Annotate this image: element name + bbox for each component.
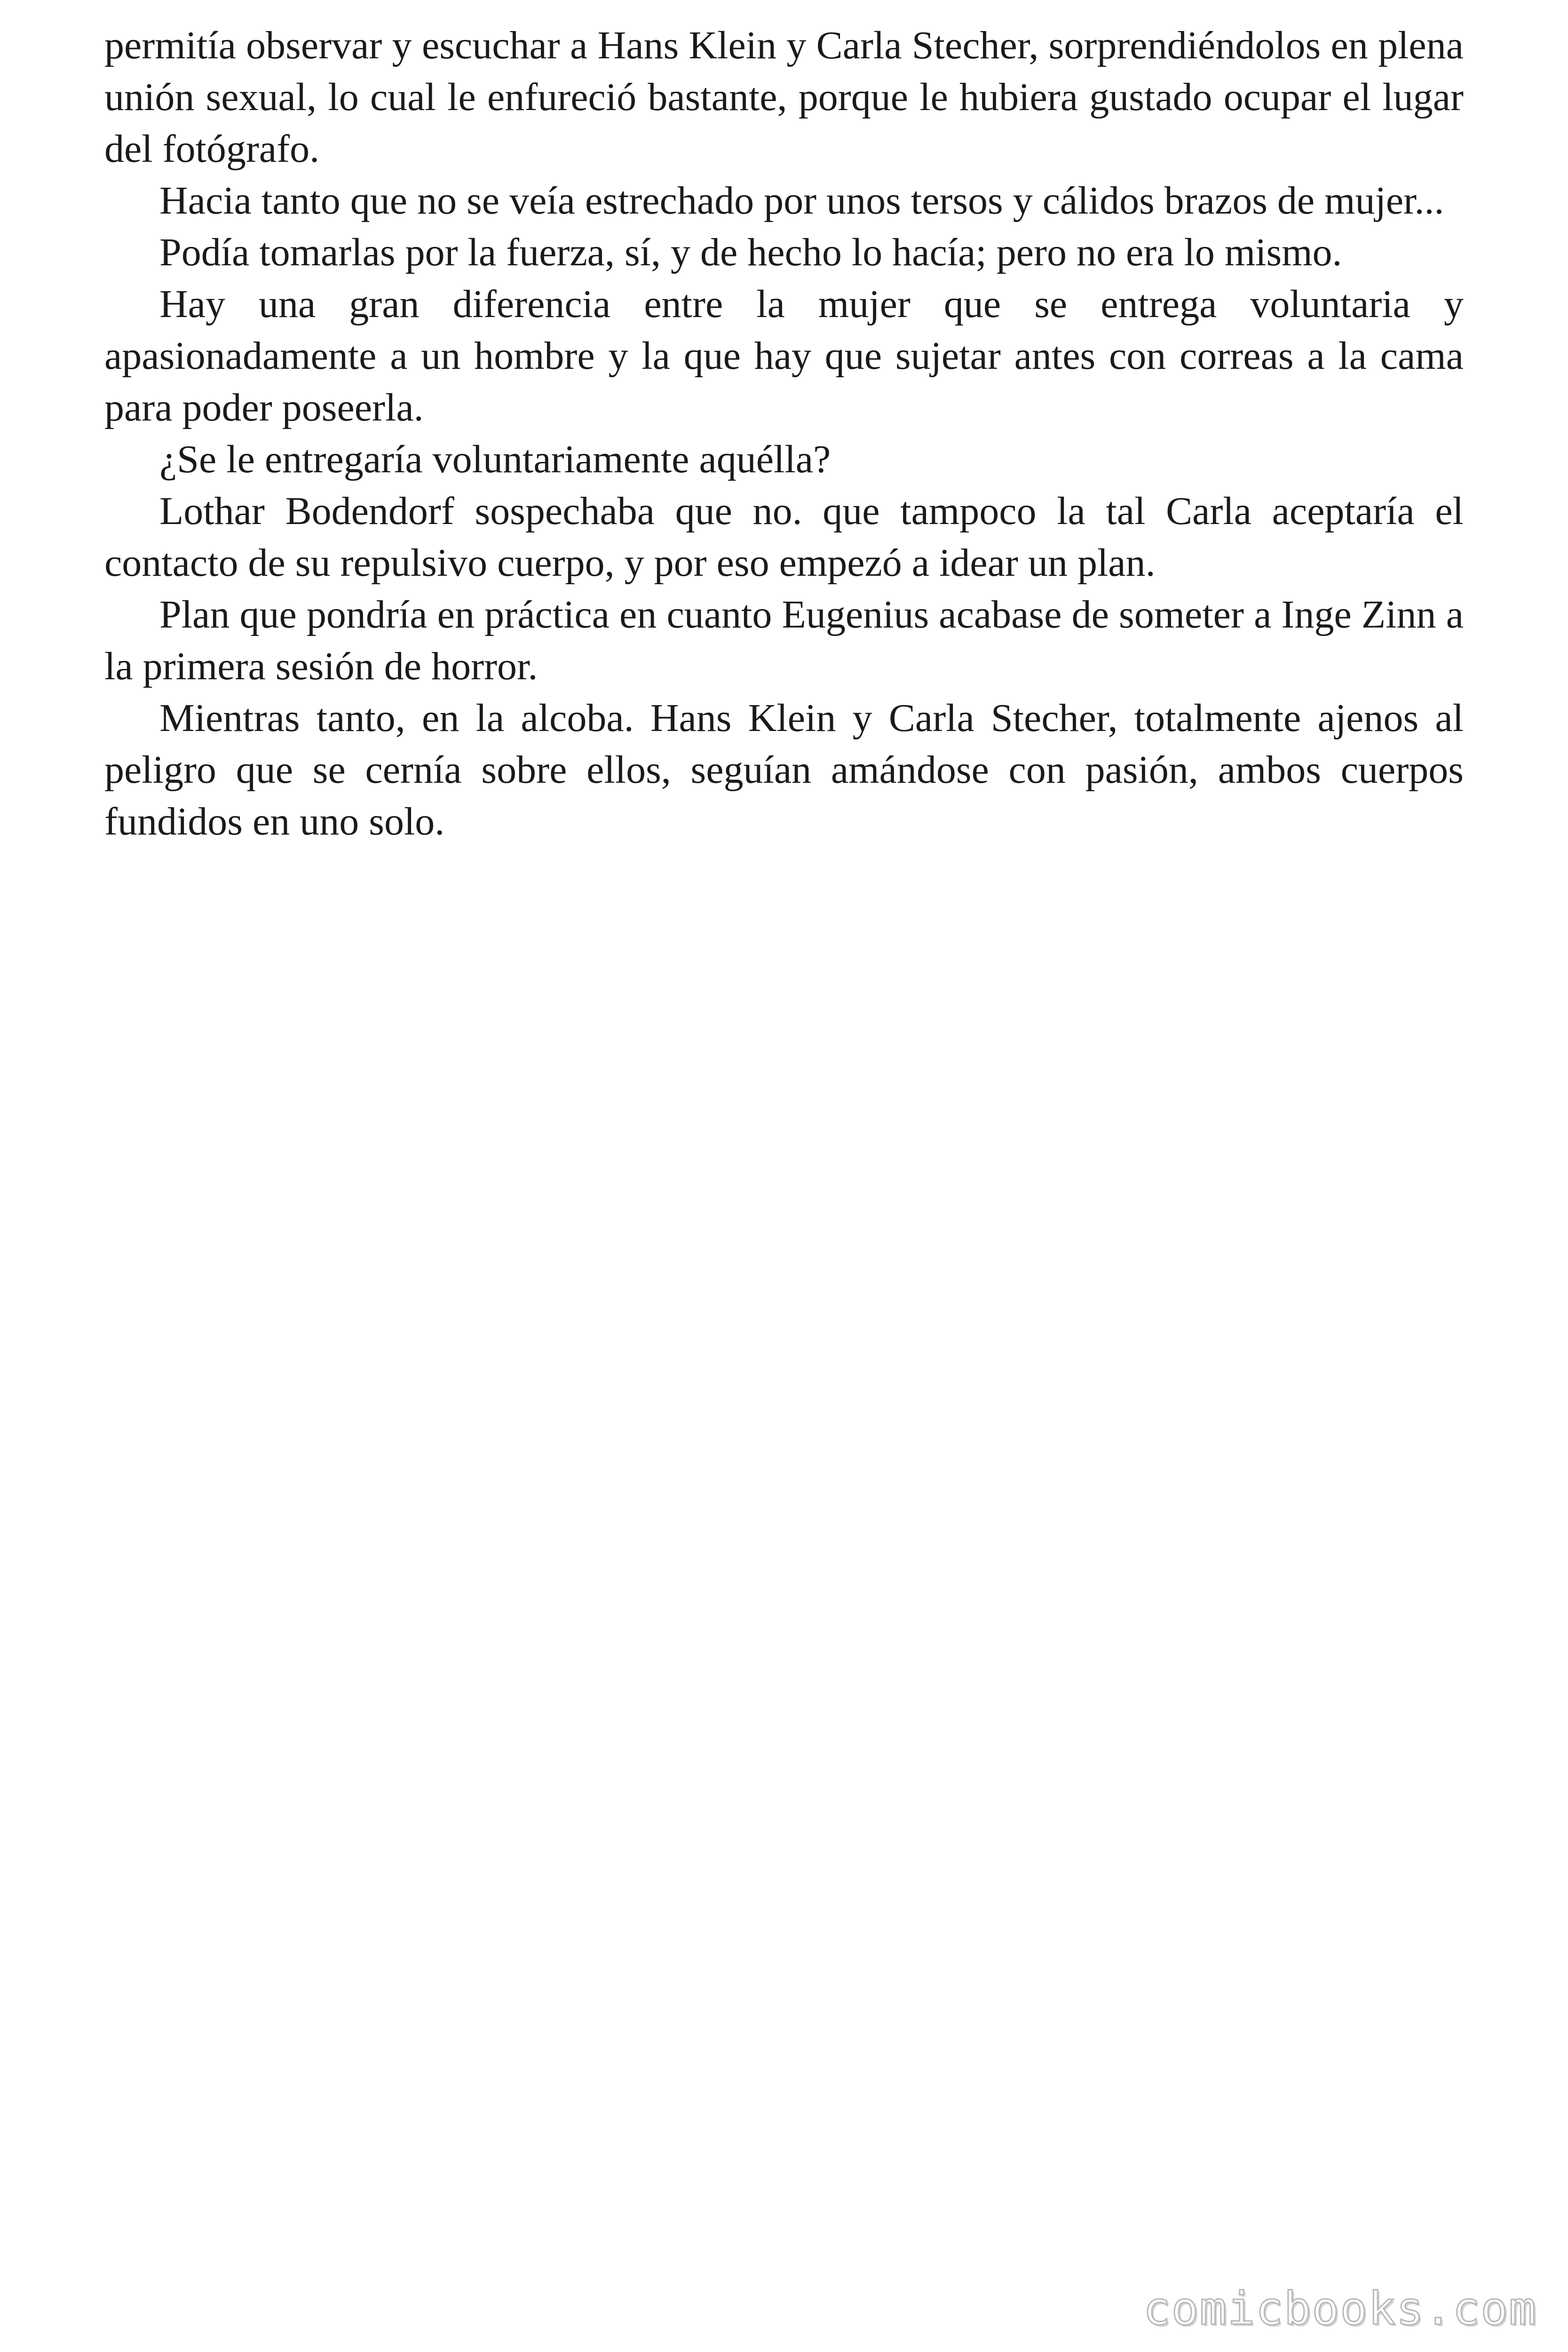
paragraph-6: Lothar Bodendorf sospechaba que no. que tampoco la tal Carla aceptaría el contacto de su repulsivo cuerpo, y por eso empezó a idear un plan.	[104, 489, 1464, 585]
paragraph-1: permitía observar y escuchar a Hans Klein y Carla Stecher, sorprendiéndolos en plena unión sexual, lo cual le enfureció bastante, porque le hubiera gustado ocupar el lugar del fotógrafo.	[104, 24, 1464, 171]
paragraph-4: Hay una gran diferencia entre la mujer que se entrega voluntaria y apasionadamente a un hombre y la que hay que sujetar antes con correas a la cama para poder poseerla.	[104, 282, 1464, 429]
paragraph-5: ¿Se le entregaría voluntariamente aquélla?	[159, 437, 831, 481]
paragraph-3: Podía tomarlas por la fuerza, sí, y de hecho lo hacía; pero no era lo mismo.	[159, 230, 1342, 274]
paragraph-7: Plan que pondría en práctica en cuanto Eugenius acabase de someter a Inge Zinn a la primera sesión de horror.	[104, 593, 1464, 688]
paragraph-2: Hacia tanto que no se veía estrechado por unos tersos y cálidos brazos de mujer...	[159, 179, 1444, 222]
paragraph-8: Mientras tanto, en la alcoba. Hans Klein y Carla Stecher, totalmente ajenos al peligro que se cernía sobre ellos, seguían amándose con pasión, ambos cuerpos fundidos en uno solo.	[104, 696, 1464, 843]
site-watermark: comicbooks.com	[1143, 2282, 1537, 2335]
body-text	[104, 20, 1464, 848]
